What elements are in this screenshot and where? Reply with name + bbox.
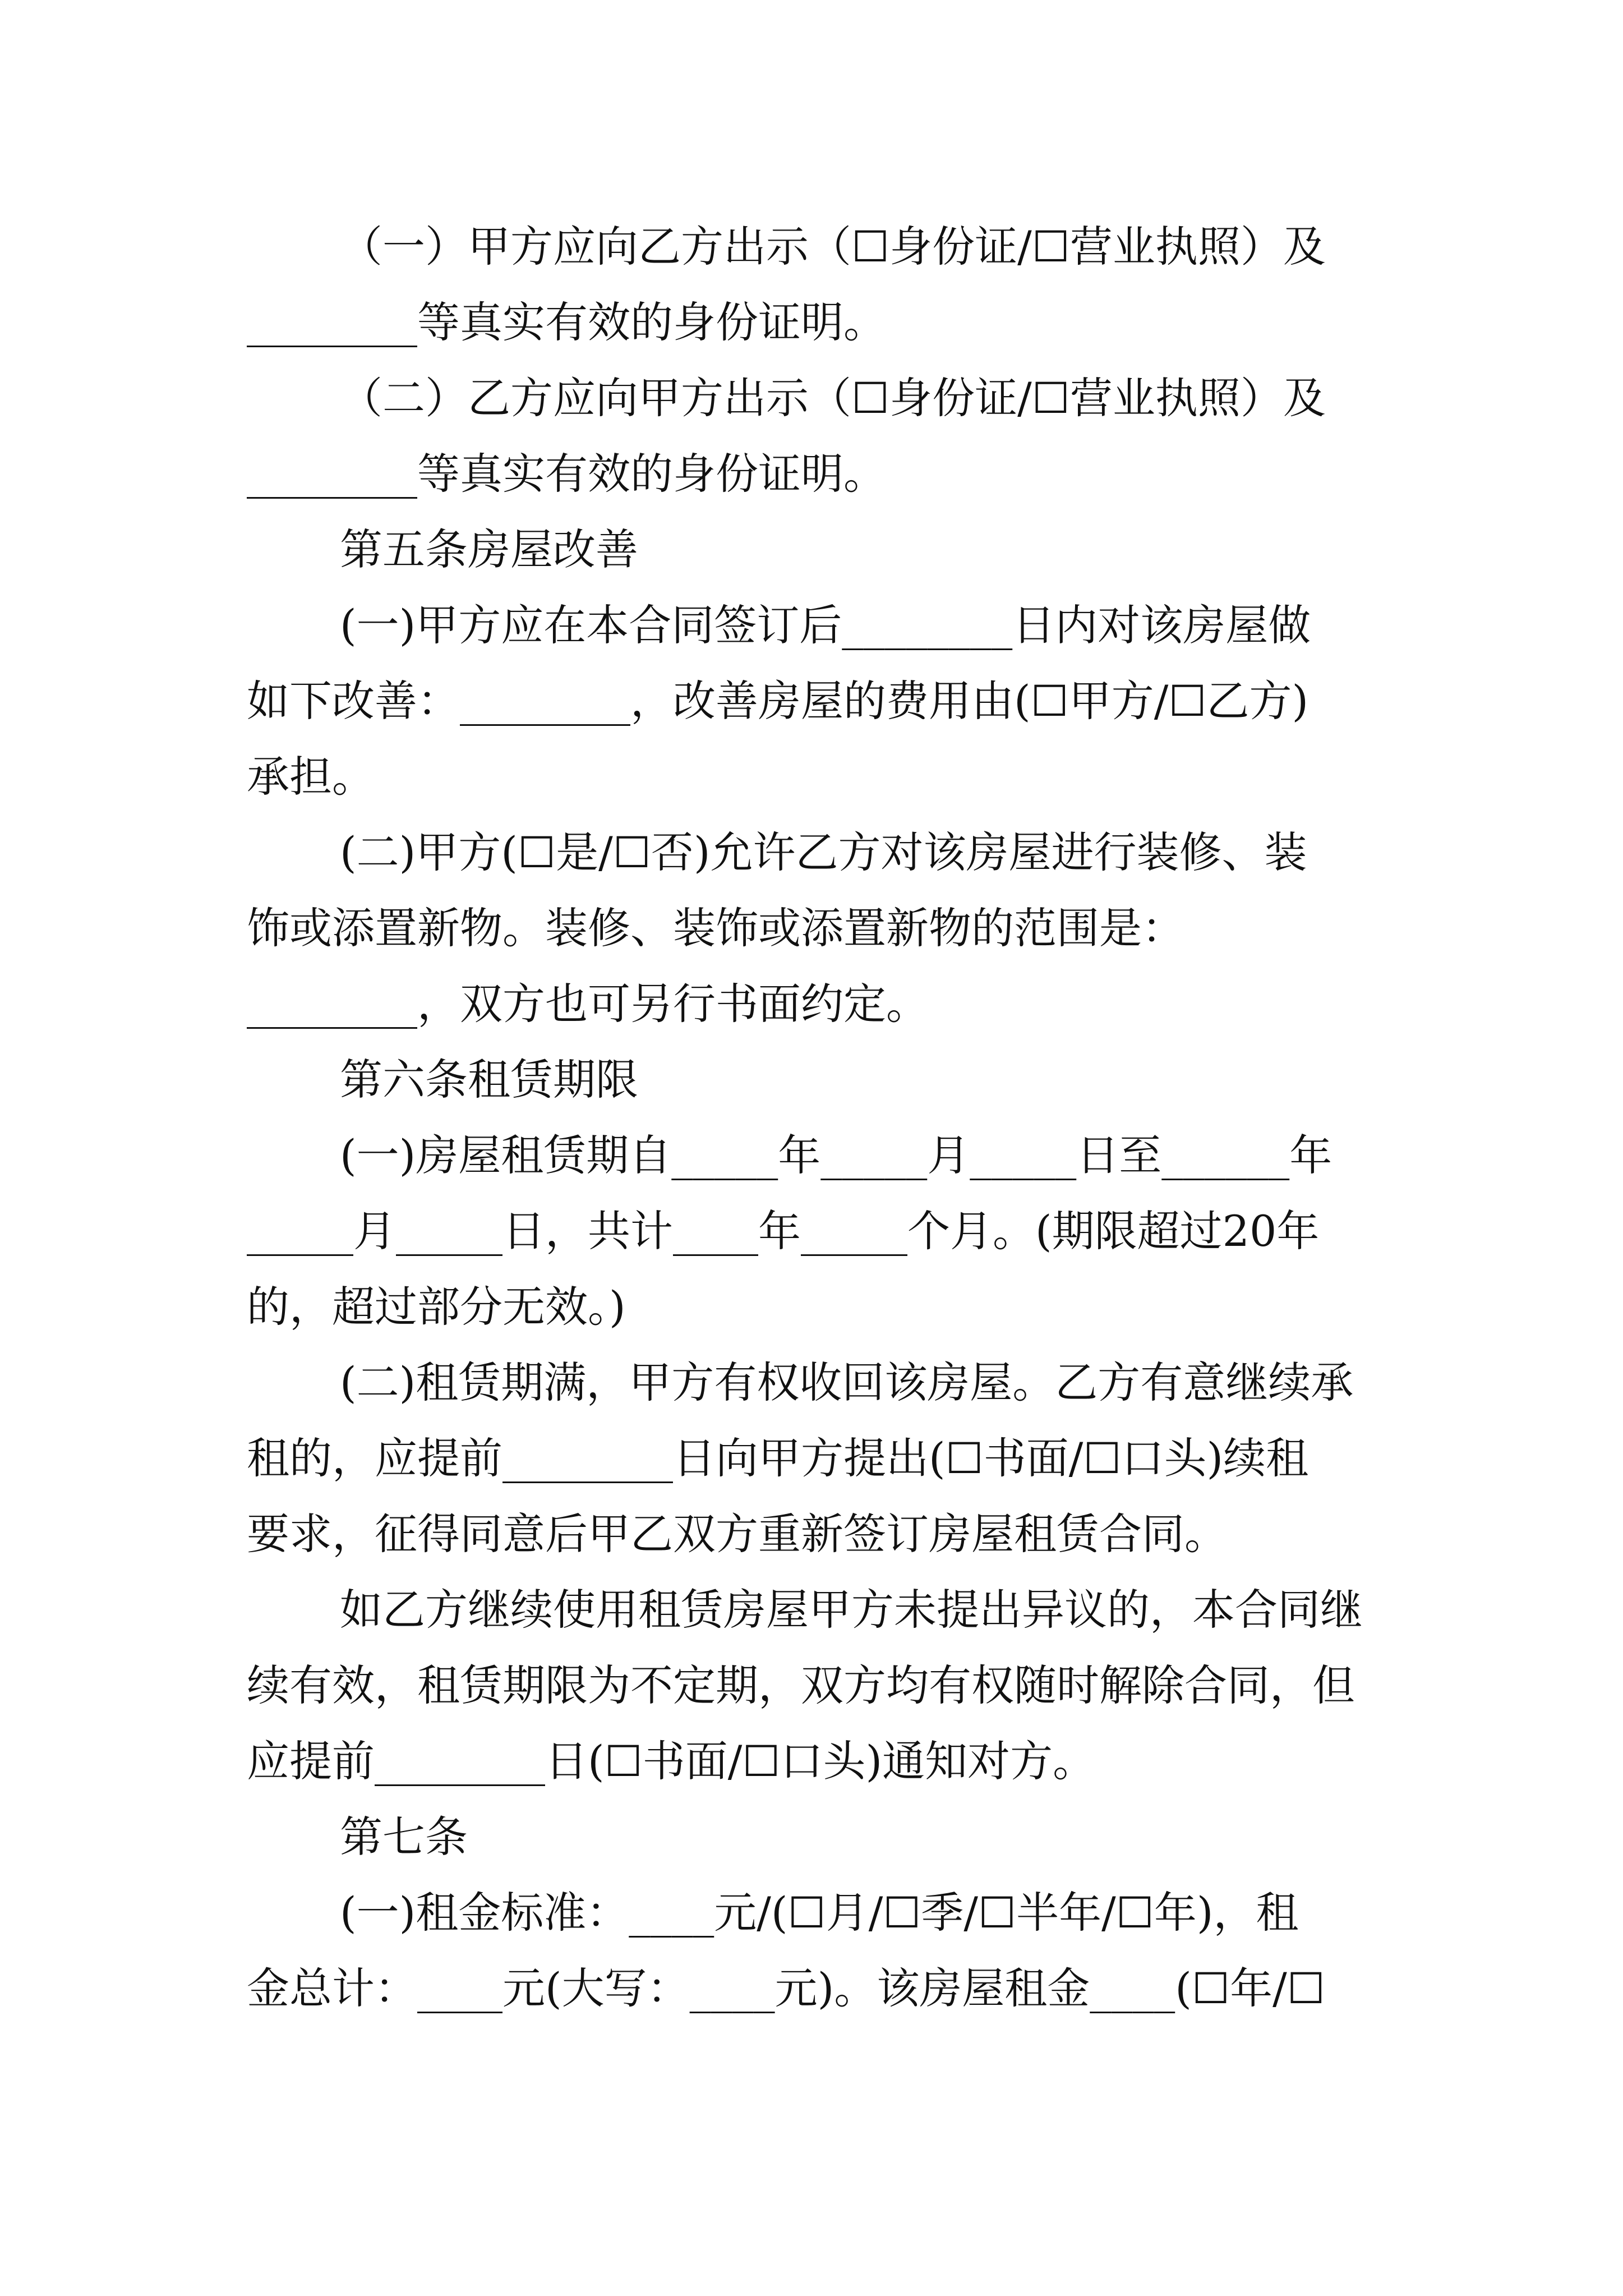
text-line: 要求，征得同意后甲乙双方重新签订房屋租赁合同。 bbox=[247, 1509, 1227, 1559]
clause-7-1-line-2 bbox=[0, 1949, 1623, 2028]
clause-6-3-line-1 bbox=[0, 1571, 1623, 1649]
clause-5-1-line-1 bbox=[0, 586, 1623, 665]
text-line: 应提前________日(☐书面/☐口头)通知对方。 bbox=[247, 1736, 1096, 1786]
text-line: 续有效，租赁期限为不定期，双方均有权随时解除合同，但 bbox=[247, 1660, 1355, 1710]
clause-6-2-line-2 bbox=[0, 1419, 1623, 1498]
clause-5-1-line-3 bbox=[0, 738, 1623, 816]
text-line: (二)甲方(☐是/☐否)允许乙方对该房屋进行装修、装 bbox=[340, 827, 1307, 877]
text-line: 饰或添置新物。装修、装饰或添置新物的范围是： bbox=[247, 903, 1184, 953]
text-line: 如乙方继续使用租赁房屋甲方未提出异议的，本合同继 bbox=[340, 1585, 1363, 1635]
clause-6-2-line-1 bbox=[0, 1343, 1623, 1422]
text-line: 租的，应提前________日向甲方提出(☐书面/☐口头)续租 bbox=[247, 1433, 1309, 1483]
clause-7-1-line-1 bbox=[0, 1874, 1623, 1952]
article-5-heading bbox=[0, 510, 1623, 589]
clause-4-2-line-2 bbox=[0, 435, 1623, 513]
clause-5-2-line-2 bbox=[0, 889, 1623, 968]
text-line: ________等真实有效的身份证明。 bbox=[247, 297, 886, 347]
text-line: ________，双方也可另行书面约定。 bbox=[247, 979, 929, 1029]
text-line: 第六条租赁期限 bbox=[340, 1055, 638, 1105]
clause-6-1-line-1 bbox=[0, 1116, 1623, 1195]
clause-4-2-line-1 bbox=[0, 359, 1623, 438]
clause-5-2-line-3 bbox=[0, 965, 1623, 1043]
clause-6-3-line-2 bbox=[0, 1646, 1623, 1725]
text-line: (一)租金标准：____元/(☐月/☐季/☐半年/☐年)，租 bbox=[340, 1888, 1299, 1938]
text-line: 的，超过部分无效。) bbox=[247, 1282, 626, 1332]
clause-6-3-line-3 bbox=[0, 1722, 1623, 1801]
clause-6-1-line-3 bbox=[0, 1268, 1623, 1346]
clause-6-1-line-2 bbox=[0, 1192, 1623, 1271]
text-line: (一)甲方应在本合同签订后________日内对该房屋做 bbox=[340, 600, 1311, 650]
clause-5-2-line-1 bbox=[0, 813, 1623, 892]
text-line: (一)房屋租赁期自_____年_____月_____日至______年 bbox=[340, 1130, 1332, 1180]
text-line: _____月_____日，共计____年_____个月。(期限超过20年 bbox=[247, 1206, 1320, 1256]
article-7-heading bbox=[0, 1798, 1623, 1876]
text-line: (二)租赁期满，甲方有权收回该房屋。乙方有意继续承 bbox=[340, 1358, 1354, 1407]
text-line: （一）甲方应向乙方出示（☐身份证/☐营业执照）及 bbox=[340, 222, 1326, 272]
text-line: 承担。 bbox=[247, 752, 375, 802]
text-line: 金总计：____元(大写：____元)。该房屋租金____(☐年/☐ bbox=[247, 1963, 1325, 2013]
text-line: （二）乙方应向甲方出示（☐身份证/☐营业执照）及 bbox=[340, 373, 1326, 423]
clause-5-1-line-2 bbox=[0, 662, 1623, 740]
text-line: ________等真实有效的身份证明。 bbox=[247, 449, 886, 499]
article-6-heading bbox=[0, 1041, 1623, 1119]
text-line: 第七条 bbox=[340, 1812, 468, 1862]
clause-6-2-line-3 bbox=[0, 1495, 1623, 1573]
text-line: 如下改善：________，改善房屋的费用由(☐甲方/☐乙方) bbox=[247, 676, 1309, 726]
text-line: 第五条房屋改善 bbox=[340, 524, 638, 574]
clause-4-1-line-2 bbox=[0, 283, 1623, 362]
clause-4-1-line-1 bbox=[0, 208, 1623, 286]
